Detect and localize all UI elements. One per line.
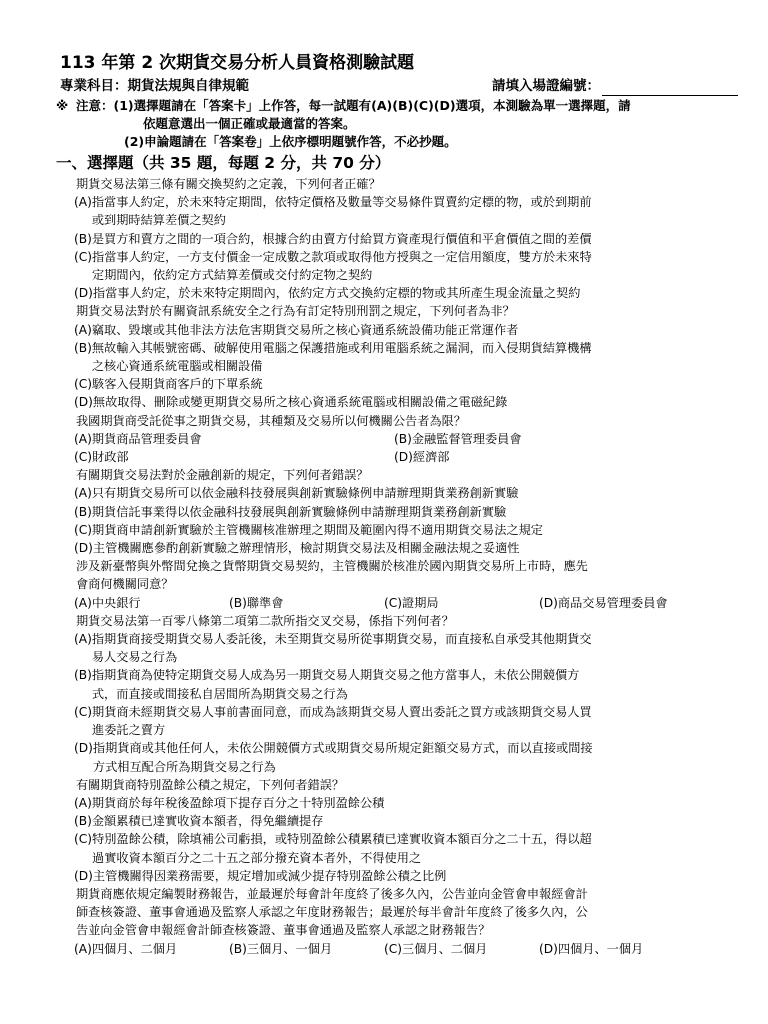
answer-option [74,430,394,448]
option-label: (D) [394,450,413,465]
answer-option [56,248,738,284]
exam-title: 113 年第 2 次期貨交易分析人員資格測驗試題 [60,53,415,73]
option-text: 期貨商品管理委員會 [91,431,202,446]
option-text: 主管機關得因業務需要，規定增加或減少提存特別盈餘公積之比例 [92,868,447,883]
question-stem: 師查核簽證、董事會通過及監察人承認之年度財務報告；最遲於每半會計年度終了後多久內，公 [76,905,588,920]
option-text: 指期貨商為使特定期貨交易人成為另一期貨交易人期貨交易之他方當事人，未依公開競價方 式，而直接或間接私自居間所為期貨交易之行為 [91,668,580,701]
option-text: 期貨商未經期貨交易人事前書面同意，而成為該期貨交易人賣出委託之買方或該期貨交易人買 進委託之賣方 [92,704,592,738]
answer-option [56,284,738,302]
option-text: 中央銀行 [91,595,141,610]
option-text: 商品交易管理委員會 [557,595,668,610]
option-text: 主管機關應參酌創新實驗之辦理情形，檢討期貨交易法及相關金融法規之妥適性 [92,541,520,556]
answer-options-row [56,594,738,612]
answer-options-grid [56,430,738,466]
option-text: 聯準會 [246,595,284,610]
option-text: 指期貨商或其他任何人，未依公開競價方式或期貨交易所規定鉅額交易方式，而以直接或間接 方式相互配合所為期貨交易之行為 [92,741,593,774]
option-text: 指當事人約定，於未來特定期間，依特定價格及數量等交易條件買賣約定標的物，或於到期前 或到期時結算差價之契約 [91,195,592,228]
note-2: (2)申論題請在「答案卷」上依序標明題號作答，不必抄題。 [124,134,457,149]
option-label: (A) [74,195,92,210]
note-label: 注意： [76,98,114,113]
answer-option [56,484,738,502]
note-1 [56,97,738,115]
option-label: (B) [394,431,412,446]
option-label: (D) [539,941,558,956]
question [56,776,738,885]
option-text: 期貨信託事業得以依金融科技發展與創新實驗條例申請辦理期貨業務創新實驗 [91,504,507,519]
option-text: 經濟部 [412,450,450,465]
section-title: 一、選擇題（共 35 題，每題 2 分，共 70 分） [56,154,391,172]
option-text: 指期貨商接受期貨交易人委託後，未至期貨交易所從事期貨交易，而直接私自承受其他期貨交 易人交易之行為 [91,632,592,665]
question-stem: 會商何機關同意？ [76,577,174,592]
question-stem: 我國期貨商受託從事之期貨交易，其種類及交易所以何機關公告者為限？ [76,413,466,428]
option-label: (C) [74,704,93,719]
question [56,612,738,776]
question [56,412,738,467]
option-text: 三個月、二個月 [402,941,488,956]
answer-option [56,193,738,229]
option-label: (B) [74,504,92,519]
option-text: 期貨商申請創新實驗於主管機關核准辦理之期間及範圍內得不適用期貨交易法之規定 [92,522,543,537]
answer-option [56,794,738,812]
subject-row [60,76,738,96]
question-list [56,175,738,958]
note-1-text: (1)選擇題請在「答案卡」上作答，每一試題有(A)(B)(C)(D)選項，本測驗為單一選擇題，請 [113,98,631,113]
option-label: (D) [74,541,93,556]
option-label: (C) [384,941,403,956]
answer-option [56,630,738,666]
option-label: (A) [74,486,92,501]
answer-option [56,393,738,411]
question [56,885,738,958]
option-label: (B) [229,941,247,956]
option-label: (A) [74,595,92,610]
answer-option [56,521,738,539]
answer-option [384,594,539,612]
answer-option [74,594,229,612]
option-text: 特別盈餘公積，除填補公司虧損，或特別盈餘公積累積已達實收資本額百分之二十五，得以超 過實收資本額百分之二十五之部分撥充資本者外，不得使用之 [92,832,592,865]
option-text: 期貨商於每年稅後盈餘項下提存百分之十特別盈餘公積 [91,795,385,810]
option-label: (D) [74,286,93,301]
option-label: (D) [74,868,93,883]
option-text: 指當事人約定，一方支付價金一定成數之款項或取得他方授與之一定信用額度，雙方於未來特 定期間內，依約定方式結算差價或交付約定物之契約 [92,249,592,283]
option-label: (C) [74,249,93,264]
question [56,302,738,411]
answer-option [74,940,229,958]
question [56,466,738,557]
ticket-number-field [492,76,738,96]
option-label: (A) [74,941,92,956]
answer-option [74,448,394,466]
answer-option [56,867,738,885]
question-stem: 涉及新臺幣與外幣間兌換之貨幣期貨交易契約，主管機關於核准於國內期貨交易所上市時，應先 [76,559,588,574]
answer-option [56,339,738,375]
option-text: 四個月、二個月 [91,941,178,956]
question [56,175,738,302]
answer-option [229,940,384,958]
question-stem: 期貨交易法第一百零八條第二項第二款所指交叉交易，係指下列何者？ [76,613,454,628]
answer-option [229,594,384,612]
subject-label: 專業科目：期貨法規與自律規範 [60,78,249,94]
note-1-continued: 依題意選出一個正確或最適當的答案。 [143,116,356,131]
option-text: 無故輸入其帳號密碼、破解使用電腦之保護措施或利用電腦系統之漏洞，而入侵期貨結算機構 之核心資通系統電腦或相關設備 [91,340,592,374]
option-label: (C) [74,450,93,465]
option-label: (B) [74,231,92,246]
answer-option [56,539,738,557]
answer-option [56,703,738,739]
question-stem: 期貨商應依規定編製財務報告，並最遲於每會計年度終了後多久內，公告並向金管會申報經會計 [76,886,588,901]
answer-option [539,940,694,958]
answer-options-row [56,940,738,958]
option-label: (A) [74,632,92,647]
option-label: (A) [74,431,92,446]
option-label: (B) [74,814,92,829]
option-text: 無故取得、刪除或變更期貨交易所之核心資通系統電腦或相關設備之電磁紀錄 [92,395,508,410]
question-stem: 期貨交易法第三條有關交換契約之定義，下列何者正確？ [76,177,381,191]
answer-option [56,230,738,248]
answer-option [56,830,738,866]
option-label: (D) [539,595,558,610]
question-stem: 有關期貨交易法對於金融創新的規定，下列何者錯誤？ [76,468,369,483]
answer-option [56,666,738,702]
answer-option [56,812,738,830]
answer-option [384,940,539,958]
answer-option [56,321,738,339]
option-text: 四個月、一個月 [557,941,644,956]
option-label: (C) [74,522,93,537]
option-label: (B) [74,340,92,355]
option-text: 只有期貨交易所可以依金融科技發展與創新實驗條例申請辦理期貨業務創新實驗 [91,486,519,501]
option-label: (B) [74,668,92,683]
option-label: (A) [74,322,92,337]
answer-option [539,594,694,612]
option-label: (D) [74,395,93,410]
answer-option [394,448,714,466]
answer-option [394,430,714,448]
option-text: 三個月、一個月 [246,941,333,956]
option-label: (C) [384,595,403,610]
option-text: 駭客入侵期貨商客戶的下單系統 [92,377,263,392]
option-text: 指當事人約定，於未來特定期間內，依約定方式交換約定標的物或其所產生現金流量之契約 [92,286,581,301]
option-label: (C) [74,832,93,847]
ticket-blank-line [602,81,738,96]
question-stem: 告並向金管會申報經會計師查核簽證、董事會通過及監察人承認之財務報告？ [76,923,491,938]
option-label: (A) [74,795,92,810]
instructions [56,97,738,151]
option-text: 金融監督管理委員會 [411,431,522,446]
option-text: 證期局 [402,595,439,610]
option-label: (C) [74,377,93,392]
option-text: 是買方和賣方之間的一項合約，根據合約由賣方付給買方資產現行價值和平倉價值之間的差價 [91,231,592,246]
question-stem: 有關期貨商特別盈餘公積之規定，下列何者錯誤？ [76,777,345,792]
option-label: (B) [229,595,247,610]
answer-option [56,375,738,393]
question-stem: 期貨交易法對於有關資訊系統安全之行為有訂定特別刑罰之規定，下列何者為非？ [76,304,515,319]
note-mark: ※ [56,98,69,113]
option-text: 金額累積已達實收資本額者，得免繼續提存 [91,814,324,829]
option-text: 財政部 [92,450,129,465]
answer-option [56,739,738,775]
option-text: 竊取、毀壞或其他非法方法危害期貨交易所之核心資通系統設備功能正常運作者 [91,322,519,337]
answer-option [56,503,738,521]
ticket-label: 請填入場證編號： [492,78,600,94]
option-label: (D) [74,741,93,756]
question [56,557,738,612]
